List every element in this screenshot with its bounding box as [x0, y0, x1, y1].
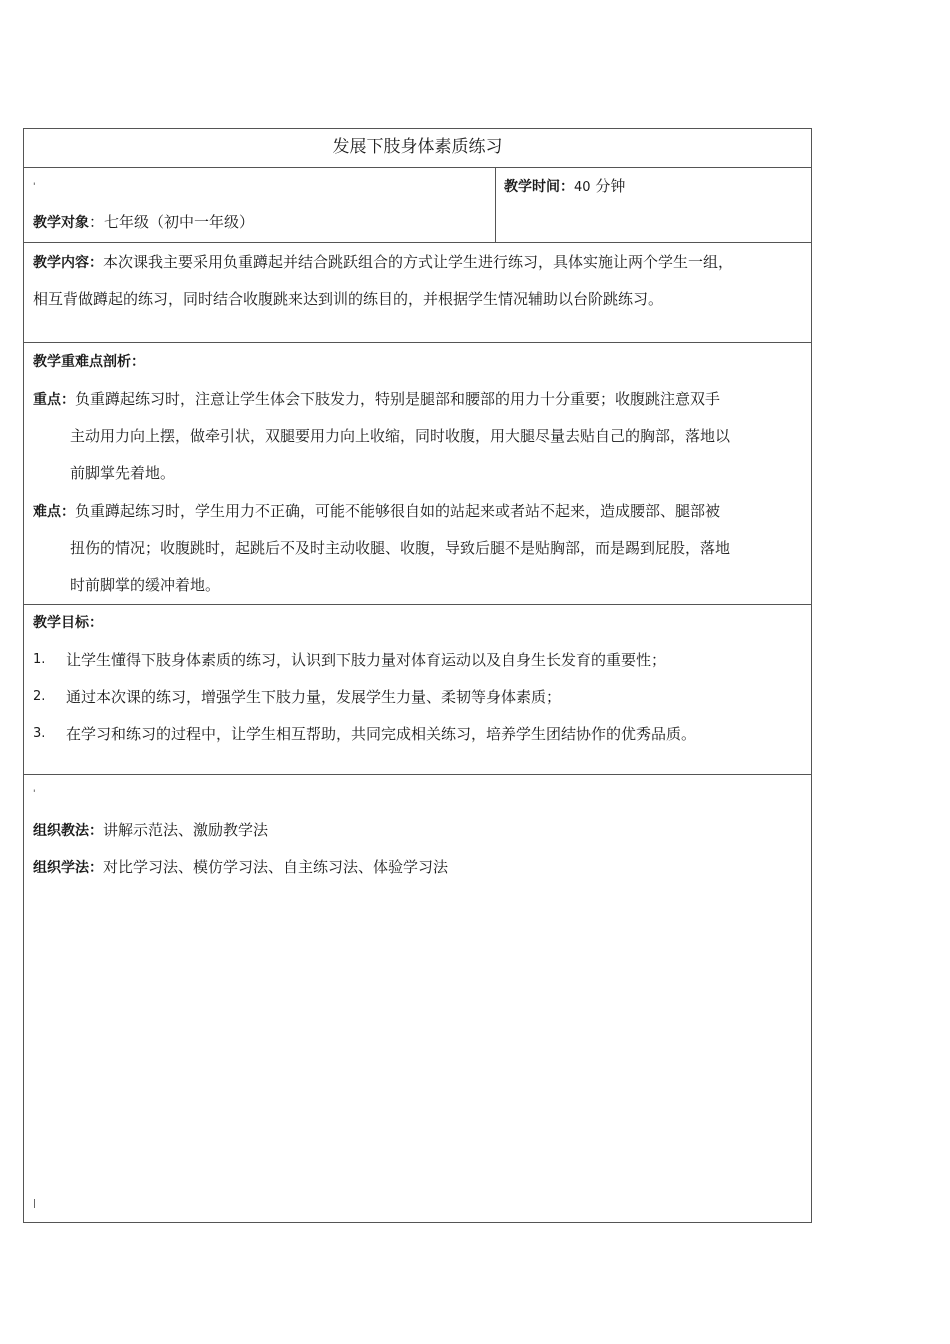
- content-text-1: 本次课我主要采用负重蹲起并结合跳跃组合的方式让学生进行练习，具体实施让两个学生一组，: [103, 253, 734, 271]
- methods-row: [24, 775, 811, 1222]
- diff-label: 难点：: [33, 504, 75, 520]
- goals-row: [24, 605, 811, 775]
- content-line-1: [33, 252, 733, 273]
- cell-mark: |: [33, 1199, 37, 1209]
- title-row: [24, 129, 811, 168]
- learn-method-label: 组织学法：: [33, 860, 103, 876]
- lesson-plan-table: [23, 128, 812, 1223]
- key-line-3: 前脚掌先着地。: [70, 464, 176, 482]
- column-divider: [495, 168, 496, 242]
- teach-method-line: [33, 820, 268, 841]
- key-line-1: [33, 389, 720, 410]
- audience-sep: ：: [89, 213, 105, 231]
- goal-text: 在学习和练习的过程中，让学生相互帮助，共同完成相关练习，培养学生团结协作的优秀品质。: [66, 725, 697, 743]
- analysis-row: [24, 343, 811, 605]
- time-value: 40: [574, 180, 591, 195]
- diff-line-2: 扭伤的情况；收腹跳时，起跳后不及时主动收腿、收腹，导致后腿不是贴胸部，而是踢到屁股，落地: [70, 539, 731, 557]
- audience-label: 教学对象: [33, 215, 89, 231]
- teach-method-value: 讲解示范法、激励教学法: [103, 821, 269, 839]
- audience-line: [33, 212, 254, 233]
- teach-method-label: 组织教法：: [33, 823, 103, 839]
- page-title: 发展下肢身体素质练习: [332, 137, 503, 157]
- audience-value: 七年级（初中一年级）: [104, 213, 255, 231]
- cell-mark: ': [33, 182, 36, 192]
- goal-number: 3.: [33, 726, 46, 741]
- diff-line-1: [33, 501, 720, 522]
- key-line-2: 主动用力向上摆，做牵引状，双腿要用力向上收缩，同时收腹，用大腿尽量去贴自己的胸部，落地以: [70, 427, 731, 445]
- key-text-1: 负重蹲起练习时，注意让学生体会下肢发力，特别是腿部和腰部的用力十分重要；收腹跳注意双手: [75, 390, 721, 408]
- goal-text: 通过本次课的练习，增强学生下肢力量，发展学生力量、柔韧等身体素质；: [66, 688, 562, 706]
- learn-method-value: 对比学习法、模仿学习法、自主练习法、体验学习法: [103, 858, 449, 876]
- meta-row: [24, 168, 811, 243]
- time-label: 教学时间：: [504, 179, 574, 195]
- time-unit: 分钟: [595, 177, 626, 195]
- goal-text: 让学生懂得下肢身体素质的练习，认识到下肢力量对体育运动以及自身生长发育的重要性；: [66, 651, 667, 669]
- diff-line-3: 时前脚掌的缓冲着地。: [70, 576, 221, 594]
- content-line-2: 相互背做蹲起的练习，同时结合收腹跳来达到训的练目的，并根据学生情况辅助以台阶跳练习。: [33, 290, 664, 308]
- goal-number: 2.: [33, 689, 46, 704]
- learn-method-line: [33, 857, 448, 878]
- goals-heading: 教学目标：: [33, 615, 103, 631]
- content-label: 教学内容：: [33, 255, 103, 271]
- cell-mark: ': [33, 789, 36, 799]
- key-label: 重点：: [33, 392, 75, 408]
- content-row: [24, 243, 811, 343]
- diff-text-1: 负重蹲起练习时，学生用力不正确，可能不能够很自如的站起来或者站不起来，造成腰部、腿部被: [75, 502, 721, 520]
- analysis-heading: 教学重难点剖析：: [33, 354, 145, 370]
- goal-number: 1.: [33, 652, 46, 667]
- time-line: [504, 176, 625, 198]
